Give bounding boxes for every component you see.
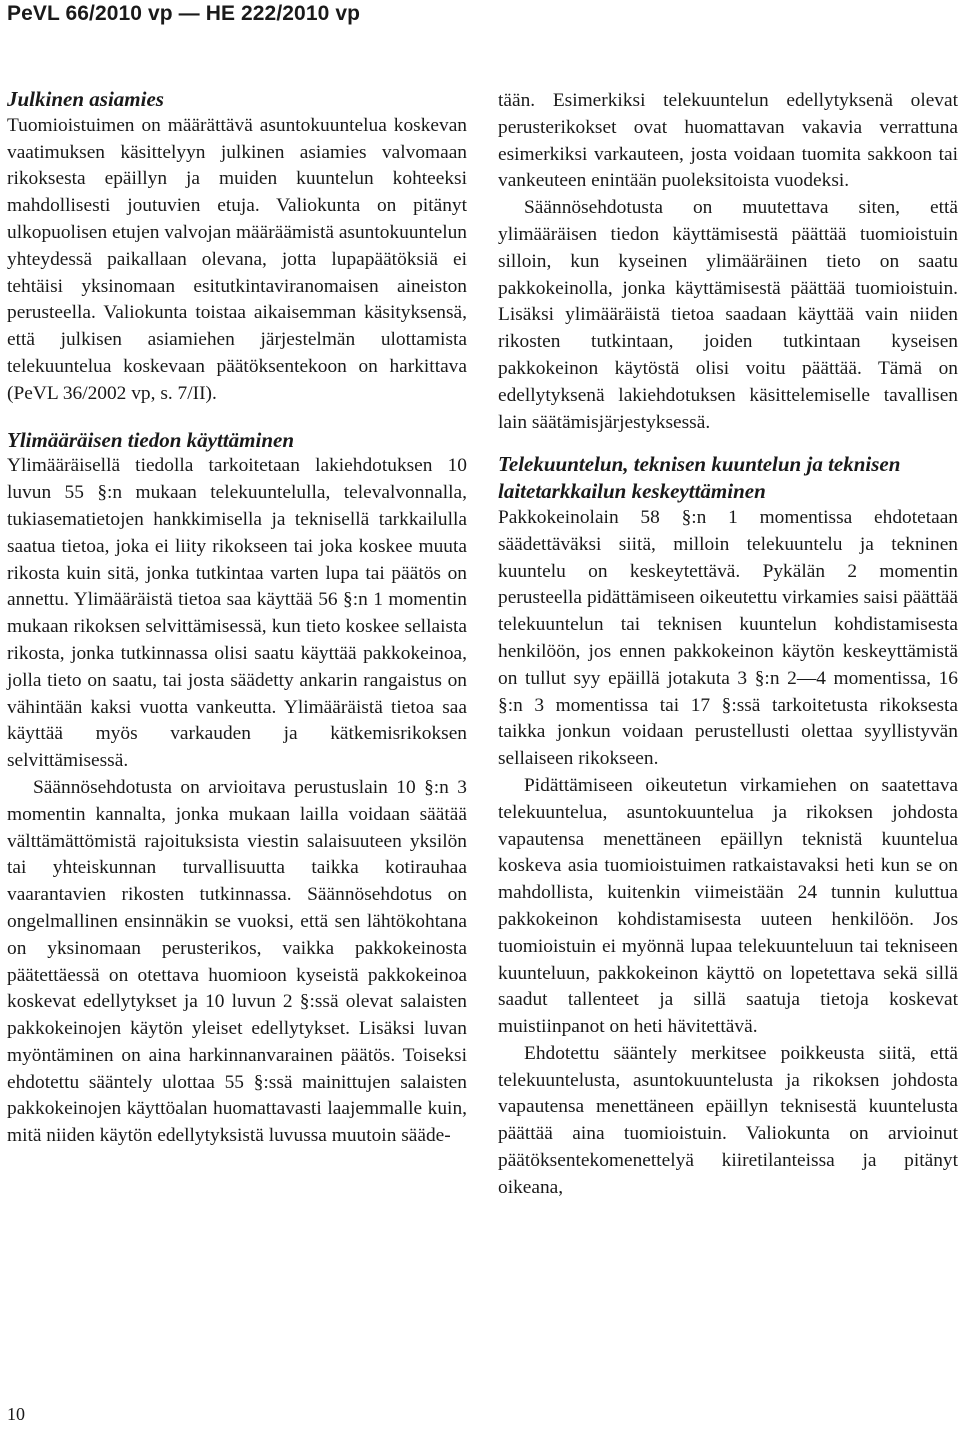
- page-number: 10: [7, 1404, 25, 1424]
- left-column: [7, 86, 467, 1150]
- body-paragraph: Ehdotettu sääntely merkitsee poikkeusta siitä, että telekuuntelusta, asuntokuuntelusta ja rikoksen johdosta vapautensa menettäneen epäillyn teknisestä kuuntelusta päättää aina tuomioistuin. Valiokunta on arvioinut päätöksentekomenettelyä kiiretilanteissa ja pitänyt oikeana,: [498, 1042, 958, 1198]
- section-heading-ylimaaraisen-tiedon: Ylimääräisen tiedon käyttäminen: [7, 427, 295, 452]
- section-heading-julkinen-asiamies: Julkinen asiamies: [7, 87, 164, 111]
- body-paragraph: Ylimääräisellä tiedolla tarkoitetaan lakiehdotuksen 10 luvun 55 §:n mukaan telekuuntelulla, televalvonnalla, tukiasematietojen hankkimisella ja teknisellä tarkkailulla saatua tietoa, joka ei liity rikokseen tai joka koskee muuta rikosta kuin sitä, jonka tutkintaa varten lupa tai päätös on annettu. Ylimääräistä tietoa saa käyttää 56 §:n 1 momentin mukaan rikoksen selvittämisessä, kun tieto koskee sellaista rikosta, jonka tutkinnassa olisi saatu käyttää pakkokeinoa, jolla tieto on saatu, tai josta säädetty ankarin rangaistus on vähintään kaksi vuotta vankeutta. Ylimääräistä tietoa saa käyttää myös varkauden ja kätkemisrikoksen selvittämisessä.: [7, 455, 467, 772]
- body-paragraph: Tuomioistuimen on määrättävä asuntokuuntelua koskevan vaatimuksen käsittelyyn julkinen asiamies valvomaan rikoksesta epäillyn ja muiden kuuntelun kohteeksi mahdollisesti joutuvien etuja. Valiokunta on pitänyt ulkopuolisen etujen valvojan määräämistä asuntokuuntelun yhteydessä paikallaan olevana, jotta lupapäätöksiä ei tehtäisi yksinomaan esitutkintaviranomaisen aineiston perusteella. Valiokunta toistaa aikaisemman käsityksensä, että julkisen asiamiehen järjestelmän ulottamista telekuuntelua koskevaan päätöksentekoon on harkittava (PeVL 36/2002 vp, s. 7/II).: [7, 114, 467, 404]
- body-paragraph: Säännösehdotusta on muutettava siten, että ylimääräisen tiedon käyttämisestä päättää tuomioistuin silloin, kun kyseinen ylimääräinen tieto on saatu pakkokeinolla, jonka käyttämisestä päättää tuomioistuin. Lisäksi ylimääräistä tietoa saadaan käyttää vain niiden rikosten tutkintaan, joiden tutkintaan kyseisen pakkokeinon käytöstä olisi voitu päättää. Tämä on edellytyksenä lakiehdotuksen käsittelemiselle tavallisen lain säätämisjärjestyksessä.: [498, 197, 958, 433]
- body-paragraph: tään. Esimerkiksi telekuuntelun edellytyksenä olevat perusterikokset ovat huomattavan vakavia verrattuna esimerkiksi varkauteen, josta voidaan tuomita sakkoon tai vankeuteen enintään puoleksitoista vuodeksi.: [498, 90, 958, 192]
- body-paragraph: Säännösehdotusta on arvioitava perustuslain 10 §:n 3 momentin kannalta, jonka mukaan lailla voidaan säätää välttämättömistä rajoituksista viestin salaisuuteen yksilön tai yhteiskunnan turvallisuutta taikka kotirauhaa vaarantavien rikosten tutkinnassa. Säännösehdotus on ongelmallinen ensinnäkin se vuoksi, että sen lähtökohtana on yksinomaan perusterikos, vaikka pakkokeinosta päätettäessä on otettava huomioon kyseistä pakkokeinoa koskevat edellytykset ja 10 luvun 2 §:ssä olevat salaisten pakkokeinojen käytön yleiset edellytykset. Lisäksi luvan myöntäminen on aina harkinnanvarainen päätös. Toiseksi ehdotettu sääntely ulottaa 55 §:ssä mainittujen salaisten pakkokeinojen käyttöalan huomattavasti laajemmalle kuin, mitä niiden käytön edellytyksistä luvussa muutoin sääde-: [7, 776, 467, 1147]
- right-column: [498, 88, 958, 1202]
- section-heading-telekuuntelun-keskeyttaminen: Telekuuntelun, teknisen kuuntelun ja teknisen laitetarkkailun keskeyttäminen: [498, 452, 901, 504]
- running-header: PeVL 66/2010 vp — HE 222/2010 vp: [7, 2, 361, 25]
- body-paragraph: Pidättämiseen oikeutetun virkamiehen on saatettava telekuuntelua, asuntokuuntelua ja rikoksen johdosta vapautensa menettäneen epäillyn teknistä kuuntelua koskeva asia tuomioistuimen ratkaistavaksi heti kun se on mahdollista, kuitenkin viimeistään 24 tunnin kuluttua pakkokeinon kohdistamisesta uuteen henkilöön. Jos tuomioistuin ei myönnä lupaa telekuunteluun tai tekniseen kuunteluun, pakkokeinon käyttö on lopetettava sekä sillä saadut tallenteet ja sillä saatuja tietoja koskevat muistiinpanot on heti hävitettävä.: [498, 774, 958, 1038]
- body-paragraph: Pakkokeinolain 58 §:n 1 momentissa ehdotetaan säädettäväksi siitä, milloin telekuuntelu ja tekninen kuuntelu on keskeytettävä. Pykälän 2 momentin perusteella pidättämiseen oikeutettu virkamies saisi päättää telekuuntelun tai teknisen kuuntelun kohdistamisesta henkilöön, jos ennen pakkokeinon käytön keskeyttämistä on tullut syy epäillä jotakuta 3 §:n 2—4 momentissa, 16 §:n 3 momentissa tai 17 §:ssä tarkoitetusta rikoksesta taikka jonkun voidaan perustellusti olettaa syyllistyvän sellaiseen rikokseen.: [498, 506, 958, 770]
